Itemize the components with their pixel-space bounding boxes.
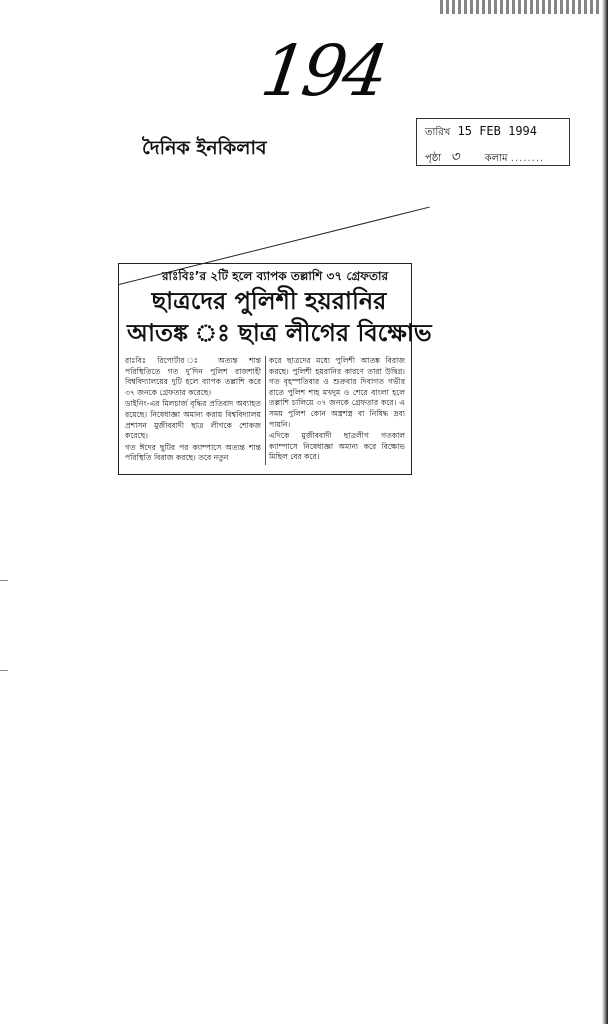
article-paragraph: করে ছাত্রদের মধ্যে পুলিশী আতঙ্ক বিরাজ করছে। পুলিশী হয়রানির কারণে তারা উদ্বিগ্ন। গত বৃহস্পতিবার ও শুক্রবার দিবাগত গভীর রাতে পুলিশ শাহ মখদুম ও শেরে বাংলা হলে তল্লাশি চালিয়ে ৩৭ জনকে গ্রেফতার করে। এ সময় পুলিশ কোন অস্ত্রশস্ত্র বা নিষিদ্ধ দ্রব্য পায়নি। xyxy=(269,356,405,429)
stamp-column-label: কলাম xyxy=(484,153,508,164)
newspaper-name: দৈনিক ইনকিলাব xyxy=(142,137,267,159)
paper-margin-mark xyxy=(0,580,8,581)
handwritten-archive-number: 194 xyxy=(256,30,390,112)
article-paragraph: রাঃবিঃ রিপোর্টার ঃ অত্যন্ত শান্ত পরিস্থিতিতে গত দু’দিন পুলিশ রাজশাহী বিশ্ববিদ্যালয়ের দুটি হলে ব্যাপক তল্লাশি করে ৩৭ জনকে গ্রেফতার করেছে। xyxy=(125,356,261,397)
article-headline-line-1: ছাত্রদের পুলিশী হয়রানির xyxy=(151,287,387,315)
newspaper-clipping xyxy=(118,263,432,475)
scan-edge-right xyxy=(602,0,608,1024)
article-paragraph: গত ঈদের ছুটির পর ক্যাম্পাসে অত্যন্ত শান্ত পরিস্থিতি বিরাজ করছে। তবে নতুন xyxy=(125,442,261,463)
article-paragraph: এদিকে মুজীববাদী ছাত্রলীগ গতকাল ক্যাম্পাসে নিষেধাজ্ঞা অমান্য করে বিক্ষোভ মিছিল বের করে। xyxy=(269,431,405,462)
date-page-stamp xyxy=(416,118,570,166)
stamp-page-label: পৃষ্ঠা xyxy=(425,153,442,164)
paper-margin-mark xyxy=(0,670,8,671)
stamp-date-label: তারিখ xyxy=(425,127,451,138)
scan-edge-top xyxy=(440,0,608,14)
stamp-date-row xyxy=(425,124,537,142)
article-headline-line-2: আতঙ্ক ঃ ছাত্র লীগের বিক্ষোভ xyxy=(127,319,432,347)
stamp-page-value: ৩ xyxy=(450,149,460,165)
article-kicker: রাঃবিঃ’র ২টি হলে ব্যাপক তল্লাশি ৩৭ গ্রেফতার xyxy=(161,269,389,283)
article-paragraph: ডাইনিং-এর মিলচার্জ বৃদ্ধির প্রতিবাদ অব্যাহত রয়েছে। নিষেধাজ্ঞা অমান্য করায় বিশ্ববিদ্যালয় প্রশাসন মুজীববাদী ছাত্র লীগকে শোকজ করেছে। xyxy=(125,399,261,441)
stamp-page-row xyxy=(425,145,544,169)
stamp-date-value: 15 FEB 1994 xyxy=(457,124,538,138)
stamp-column-blank: ........ xyxy=(510,153,545,164)
article-column-2 xyxy=(269,356,405,464)
article-column-1 xyxy=(125,356,266,465)
